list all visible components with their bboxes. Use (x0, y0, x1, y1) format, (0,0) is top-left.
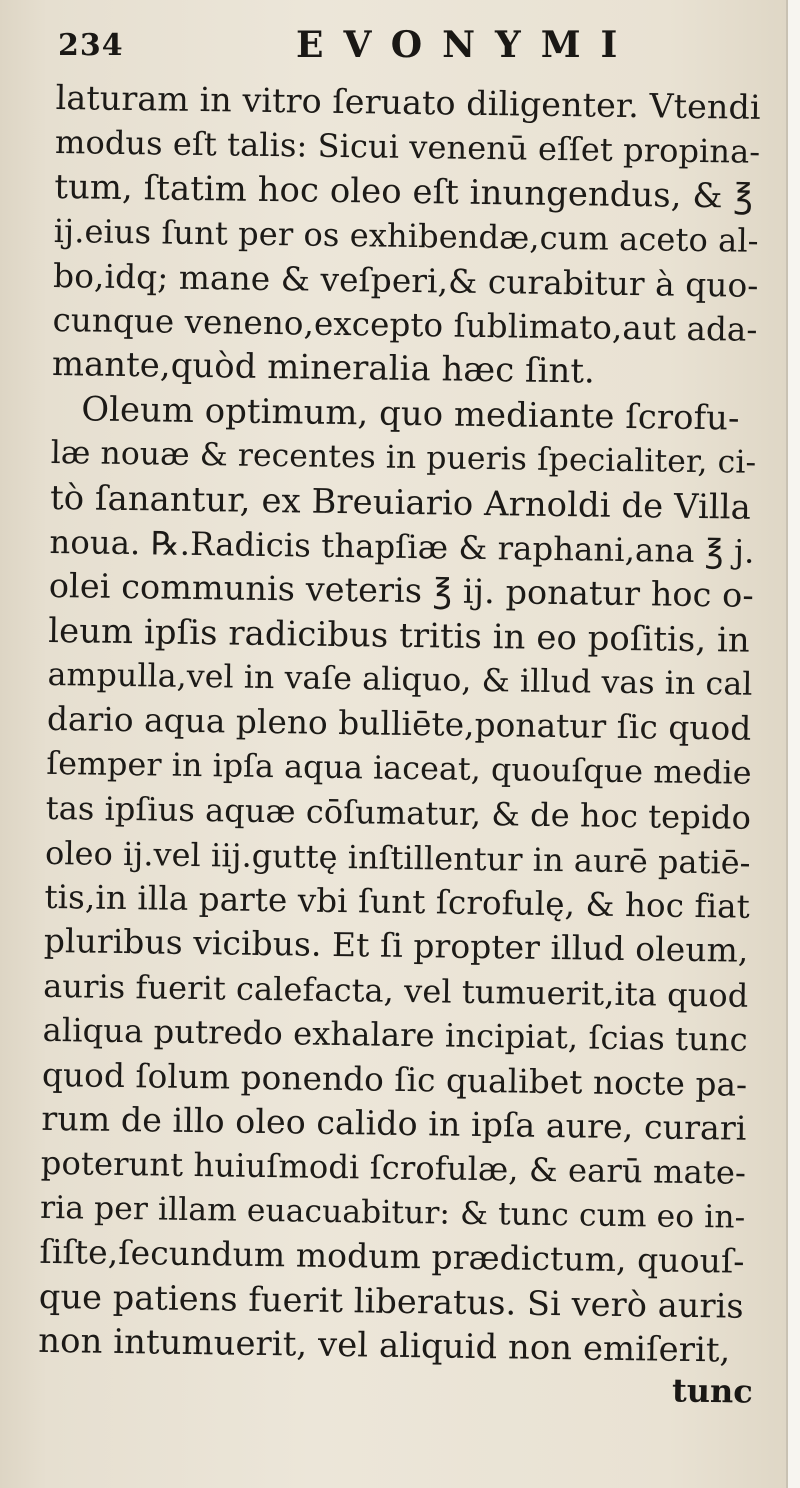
text-line: oleo ij.vel iij.guttę inſtillentur in aurē patiē- (44, 833, 751, 882)
text-line: noua. ℞.Radicis thapſiæ & raphani,ana ℥ j. (49, 522, 755, 571)
text-line: ampulla,vel in vaſe aliquo, & illud vas in cal (47, 657, 753, 703)
text-line: quod ſolum ponendo ſic qualibet nocte pa- (41, 1055, 748, 1104)
text-line: dario aqua pleno bulliēte,ponatur ſic quod (46, 700, 752, 749)
text-line: non intumuerit, vel aliquid non emiſerit, (38, 1320, 731, 1370)
text-line: ij.eius ſunt per os exhibendæ,cum aceto al- (53, 212, 759, 260)
text-line: cunque veneno,excepto ſublimato,aut ada- (52, 300, 758, 349)
text-line: poterunt huiuſmodi ſcrofulæ, & earū mate- (40, 1144, 747, 1193)
page-edge (786, 0, 800, 1488)
text-line: læ nouæ & recentes in pueris ſpecialiter, ci- (50, 435, 757, 481)
text-line: mante,quòd mineralia hæc ſint. (51, 344, 596, 391)
text-line: bo,idq; mane & veſperi,& curabitur à quo- (52, 256, 759, 305)
text-line: pluribus vicibus. Et ſi propter illud oleum, (43, 921, 749, 971)
running-head: EVONYMI (296, 24, 638, 66)
page-header (58, 22, 758, 72)
page-number: 234 (58, 28, 124, 63)
text-line: tò ſanantur, ex Breuiario Arnoldi de Villa (49, 477, 752, 527)
text-line: que patiens fuerit liberatus. Si verò auris (38, 1276, 745, 1326)
text-line: ria per illam euacuabitur: & tunc cum eo in- (39, 1189, 746, 1236)
text-line: laturam in vitro ſeruato diligenter. Vtendi (55, 77, 761, 127)
catchword: tunc (671, 1371, 754, 1411)
text-line: auris fuerit calefacta, vel tumuerit,ita quod (43, 966, 749, 1015)
text-line: ſiſte,ſecundum modum prædictum, quouſ- (39, 1232, 745, 1281)
text-line: tum, ſtatim hoc oleo eſt inungendus, & ℥ (54, 166, 754, 216)
text-line: olei communis veteris ℥ ij. ponatur hoc o- (48, 566, 755, 616)
text-line: aliqua putredo exhalare incipiat, ſcias tunc (42, 1011, 749, 1059)
body-text (38, 76, 776, 1373)
text-line: tis,in illa parte vbi ſunt ſcrofulę, & hoc fiat (44, 877, 751, 926)
text-line: rum de illo oleo calido in ipſa aure, curari (41, 1098, 747, 1148)
text-line: Oleum optimum, quo mediante ſcrofu- (81, 389, 740, 438)
text-line: tas ipſius aquæ cōſumatur, & de hoc tepido (45, 789, 752, 838)
text-line: leum ipſis radicibus tritis in eo poſitis, in (47, 610, 751, 660)
text-line: ſemper in ipſa aqua iaceat, quouſque medie (46, 745, 752, 792)
text-line: modus eſt talis: Sicui venenū eſſet propina- (54, 123, 761, 172)
